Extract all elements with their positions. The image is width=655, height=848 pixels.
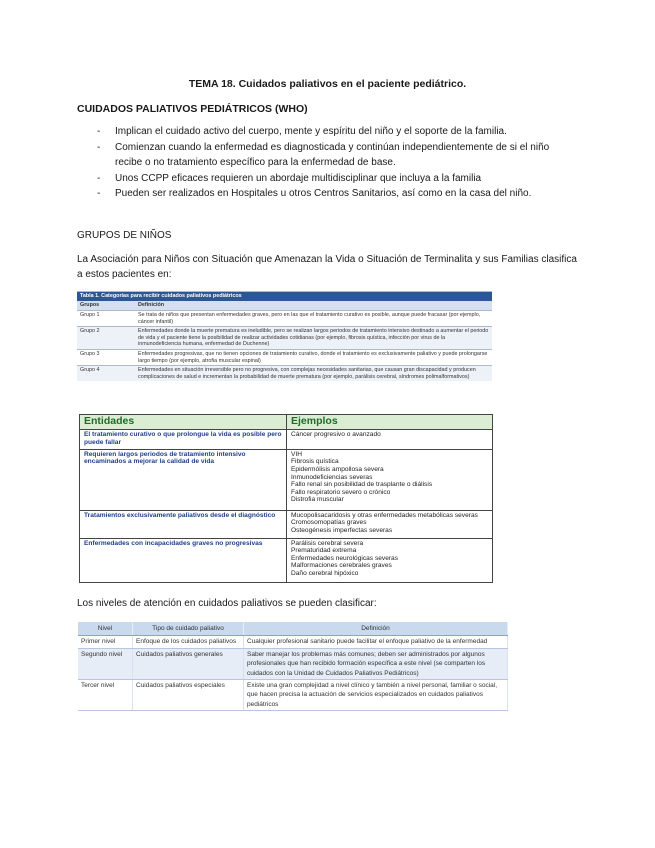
table-row — [78, 648, 508, 679]
table-row — [80, 510, 493, 538]
type-cell: Cuidados paliativos generales — [133, 648, 244, 679]
table-row — [80, 538, 493, 582]
grupos-intro: La Asociación para Niños con Situación que Amenazan la Vida o Situación de Terminalita y sus Familias clasifica a estos pacientes en: — [77, 254, 577, 280]
examples-cell: Cáncer progresivo o avanzado — [287, 430, 493, 450]
table-entidades — [79, 414, 493, 583]
level-cell: Tercer nivel — [78, 680, 133, 711]
definition-cell: Existe una gran complejidad a nivel clínico y también a nivel personal, familiar o social, que hacen precisa la actuación de servicios especializados en cuidados paliativos pediátricos — [244, 680, 508, 711]
column-header: Definición — [135, 301, 492, 311]
bullet-item: - Unos CCPP eficaces requieren un abordaje multidisciplinar que incluya a la familia — [77, 171, 577, 187]
bullet-item: - Pueden ser realizados en Hospitales u otros Centros Sanitarios, así como en la casa del niño. — [77, 186, 577, 202]
entity-cell: El tratamiento curativo o que prolongue la vida es posible pero puede fallar — [80, 430, 287, 450]
section-heading-grupos: GRUPOS DE NIÑOS — [77, 230, 172, 241]
level-cell: Segundo nivel — [78, 648, 133, 679]
section-heading-ccpp: CUIDADOS PALIATIVOS PEDIÁTRICOS (WHO) — [77, 103, 308, 115]
column-header: Grupos — [77, 301, 135, 311]
definition-cell: Enfermedades donde la muerte prematura es ineludible, pero se realizan largos periodos de tratamiento intensivo destinado a aumentar el periodo de vida y el paciente tiene la posibilidad de realizar actividades cotidianas (por ejemplo, fibrosis quística, infección por virus de la inmunodeficiencia humana, enfermedad de Duchenne) — [135, 327, 492, 350]
type-cell: Enfoque de los cuidados paliativos — [133, 636, 244, 648]
table-row — [77, 366, 492, 382]
column-header: Definición — [244, 622, 508, 636]
table-categorias — [77, 291, 492, 381]
group-cell: Grupo 4 — [77, 366, 135, 382]
table-row — [77, 327, 492, 350]
bullet-list — [77, 124, 577, 202]
definition-cell: Saber manejar los problemas más comunes; deben ser administrados por algunos profesionales que han recibido formación específica a este nivel (se comparten los cuidados con la Unidad de Cuidados Paliativos Pediátricos) — [244, 648, 508, 679]
table-row — [77, 311, 492, 327]
bullet-item: - Comienzan cuando la enfermedad es diagnosticada y continúan independientemente de si el niño recibe o no tratamiento específico para la enfermedad de base. — [77, 140, 577, 171]
group-cell: Grupo 1 — [77, 311, 135, 327]
examples-cell: VIH Fibrosis quística Epidermólisis ampollosa severa Inmunodeficiencias severas Fallo renal sin posibilidad de trasplante o diálisis Fallo respiratorio severo o crónico Distrofia muscular — [287, 449, 493, 510]
entity-cell: Tratamientos exclusivamente paliativos desde el diagnóstico — [80, 510, 287, 538]
examples-cell: Parálisis cerebral severa Prematuridad extrema Enfermedades neurológicas severas Malformaciones cerebrales graves Daño cerebral hipóxico — [287, 538, 493, 582]
group-cell: Grupo 2 — [77, 327, 135, 350]
column-header: Entidades — [80, 415, 287, 430]
table-row — [78, 680, 508, 711]
column-header: Ejemplos — [287, 415, 493, 430]
column-header: Nivel — [78, 622, 133, 636]
table-row — [80, 449, 493, 510]
table-row — [77, 349, 492, 365]
definition-cell: Enfermedades progresivas, que no tienen opciones de tratamiento curativo, donde el tratamiento es exclusivamente paliativo y puede prolongarse largo tiempo (por ejemplo, atrofia muscular espinal) — [135, 349, 492, 365]
type-cell: Cuidados paliativos especiales — [133, 680, 244, 711]
definition-cell: Enfermedades en situación irreversible pero no progresiva, con complejas necesidades sanitarias, que causan gran discapacidad y producen complicaciones de salud e incrementan la probabilidad de muerte prematura (por ejemplo, parálisis cerebral, síndromes polimalformativos) — [135, 366, 492, 382]
column-header: Tipo de cuidado paliativo — [133, 622, 244, 636]
table-caption: Tabla 1. Categorías para recibir cuidados paliativos pediátricos — [77, 292, 492, 302]
entity-cell: Requieren largos periodos de tratamiento intensivo encaminados a mejorar la calidad de vida — [80, 449, 287, 510]
table-row — [78, 636, 508, 648]
level-cell: Primer nivel — [78, 636, 133, 648]
table-row — [80, 430, 493, 450]
entity-cell: Enfermedades con incapacidades graves no progresivas — [80, 538, 287, 582]
bullet-item: - Implican el cuidado activo del cuerpo, mente y espíritu del niño y el soporte de la familia. — [77, 124, 577, 140]
page-title: TEMA 18. Cuidados paliativos en el paciente pediátrico. — [188, 78, 467, 90]
table-niveles — [78, 622, 508, 711]
niveles-intro: Los niveles de atención en cuidados paliativos se pueden clasificar: — [77, 598, 377, 609]
examples-cell: Mucopolisacaridosis y otras enfermedades metabólicas severas Cromosomopatías graves Osteogénesis imperfectas severas — [287, 510, 493, 538]
definition-cell: Cualquier profesional sanitario puede facilitar el enfoque paliativo de la enfermedad — [244, 636, 508, 648]
definition-cell: Se trata de niños que presentan enfermedades graves, pero en las que el tratamiento curativo es posible, aunque puede fracasar (por ejemplo, cáncer infantil) — [135, 311, 492, 327]
group-cell: Grupo 3 — [77, 349, 135, 365]
